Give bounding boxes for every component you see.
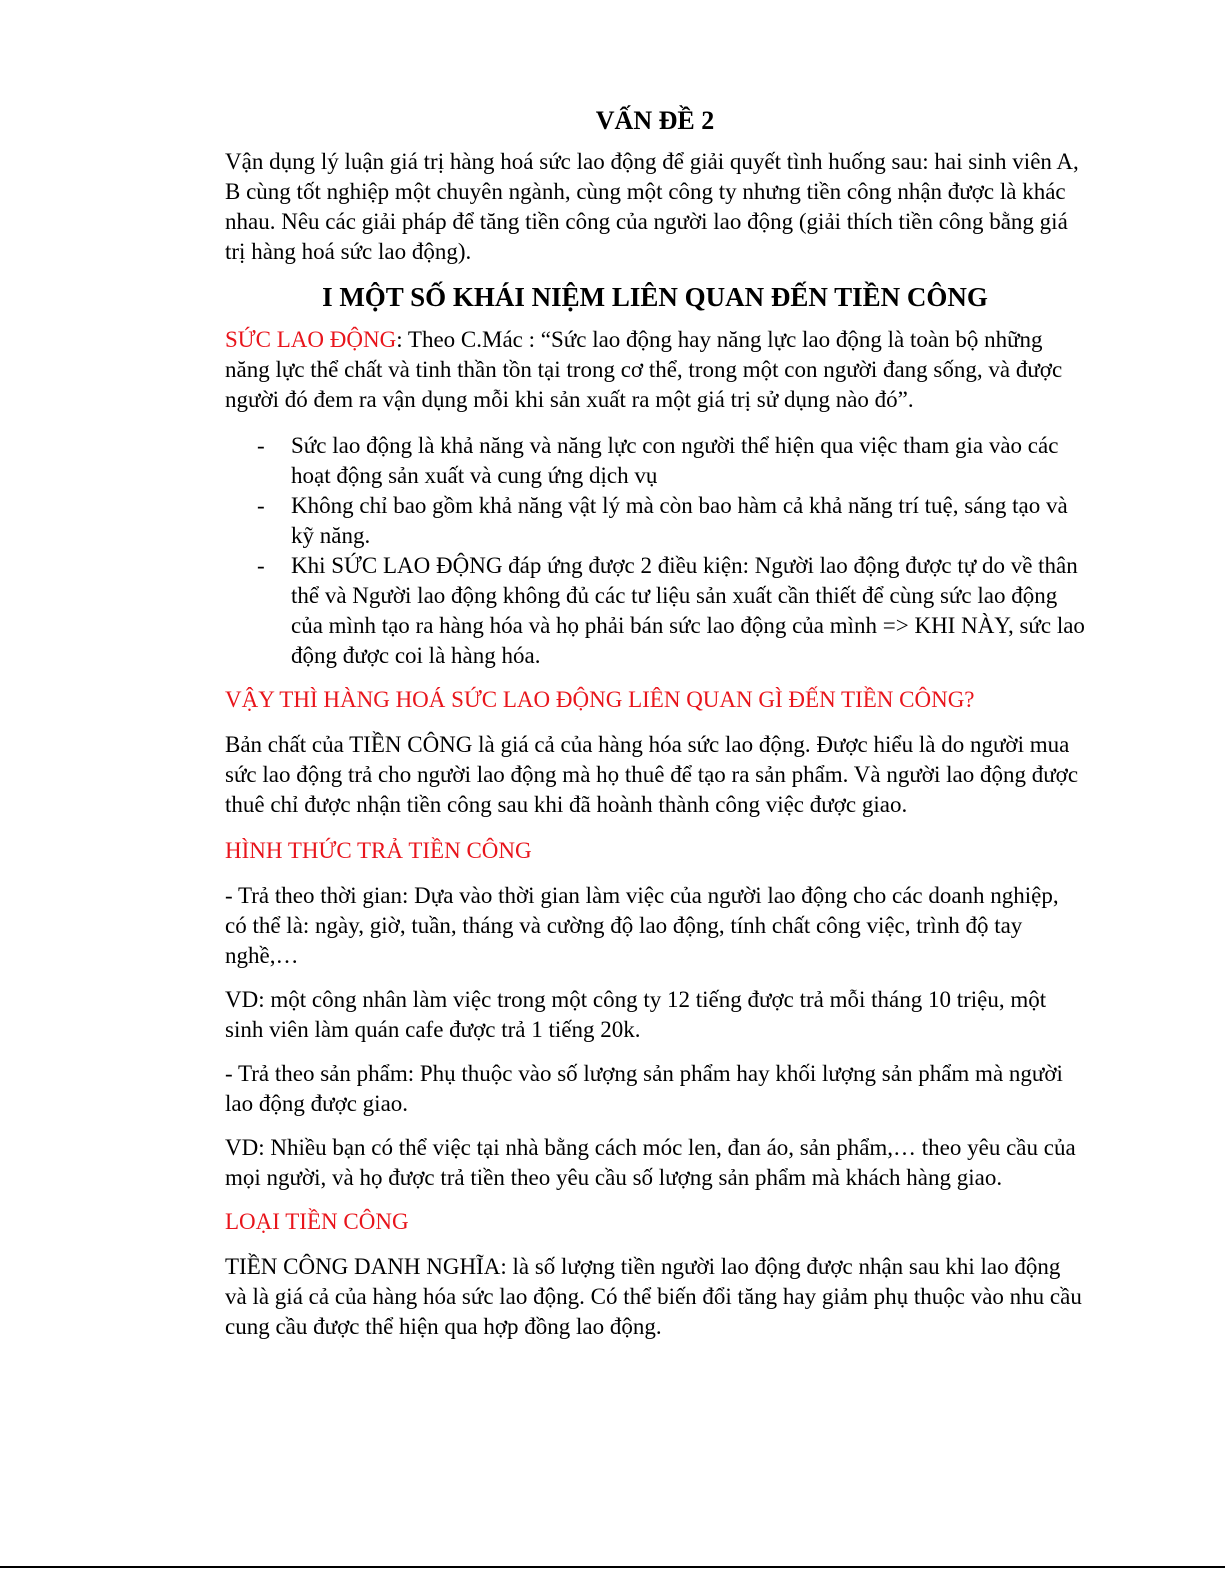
labor-label: SỨC LAO ĐỘNG bbox=[225, 327, 397, 352]
list-item-text: Không chỉ bao gồm khả năng vật lý mà còn bao hàm cả khả năng trí tuệ, sáng tạo và kỹ năng. bbox=[291, 493, 1068, 548]
list-item bbox=[225, 551, 1085, 671]
labor-text: : Theo C.Mác : “Sức lao động hay năng lực lao động là toàn bộ những năng lực thể chất và tinh thần tồn tại trong cơ thể, trong một con người đang sống, và được người đó đem ra vận dụng mỗi khi sản xuất ra một giá trị sử dụng nào đó”. bbox=[225, 327, 1063, 412]
types-heading: LOẠI TIỀN CÔNG bbox=[225, 1209, 409, 1234]
dash-marker: - bbox=[257, 553, 265, 578]
list-item bbox=[225, 431, 1085, 491]
list-item-text: Sức lao động là khả năng và năng lực con người thể hiện qua việc tham gia vào các hoạt động sản xuất và cung ứng dịch vụ bbox=[291, 433, 1059, 488]
section1-heading: I MỘT SỐ KHÁI NIỆM LIÊN QUAN ĐẾN TIỀN CÔNG bbox=[322, 282, 988, 312]
forms-time-example: VD: một công nhân làm việc trong một công ty 12 tiếng được trả mỗi tháng 10 triệu, một sinh viên làm quán cafe được trả 1 tiếng 20k. bbox=[225, 987, 1047, 1042]
labor-bullet-list bbox=[225, 431, 1085, 671]
types-paragraph: TIỀN CÔNG DANH NGHĨA: là số lượng tiền người lao động được nhận sau khi lao động và là giá cả của hàng hóa sức lao động. Có thể biến đổi tăng hay giảm phụ thuộc vào nhu cầu cung cầu được thể hiện qua hợp đồng lao động. bbox=[225, 1254, 1082, 1339]
list-item-text: Khi SỨC LAO ĐỘNG đáp ứng được 2 điều kiện: Người lao động được tự do về thân thể và Người lao động không đủ các tư liệu sản xuất cần thiết để cùng sức lao động của mình tạo ra hàng hóa và họ phải bán sức lao động của mình => KHI NÀY, sức lao động được coi là hàng hóa. bbox=[291, 553, 1085, 668]
question-heading: VẬY THÌ HÀNG HOÁ SỨC LAO ĐỘNG LIÊN QUAN GÌ ĐẾN TIỀN CÔNG? bbox=[225, 687, 975, 712]
labor-definition bbox=[225, 325, 1085, 415]
forms-heading: HÌNH THỨC TRẢ TIỀN CÔNG bbox=[225, 838, 532, 863]
question-paragraph: Bản chất của TIỀN CÔNG là giá cả của hàng hóa sức lao động. Được hiểu là do người mua sức lao động trả cho người lao động mà họ thuê để tạo ra sản phẩm. Và người lao động được thuê chỉ được nhận tiền công sau khi đã hoành thành công việc được giao. bbox=[225, 732, 1079, 817]
document-title: VẤN ĐỀ 2 bbox=[595, 106, 715, 135]
list-item bbox=[225, 491, 1085, 551]
page-bottom-border bbox=[0, 1566, 1225, 1568]
intro-paragraph: Vận dụng lý luận giá trị hàng hoá sức lao động để giải quyết tình huống sau: hai sinh viên A, B cùng tốt nghiệp một chuyên ngành, cùng một công ty nhưng tiền công nhận được là khác nhau. Nêu các giải pháp để tăng tiền công của người lao động (giải thích tiền công bằng giá trị hàng hoá sức lao động). bbox=[225, 149, 1079, 264]
forms-product-paragraph: - Trả theo sản phẩm: Phụ thuộc vào số lượng sản phẩm hay khối lượng sản phẩm mà người lao động được giao. bbox=[225, 1061, 1063, 1116]
document-page bbox=[225, 104, 1085, 1342]
forms-time-paragraph: - Trả theo thời gian: Dựa vào thời gian làm việc của người lao động cho các doanh nghiệp, có thể là: ngày, giờ, tuần, tháng và cường độ lao động, tính chất công việc, trình độ tay nghề,… bbox=[225, 883, 1059, 968]
dash-marker: - bbox=[257, 433, 265, 458]
forms-product-example: VD: Nhiều bạn có thể việc tại nhà bằng cách móc len, đan áo, sản phẩm,… theo yêu cầu của mọi người, và họ được trả tiền theo yêu cầu số lượng sản phẩm mà khách hàng giao. bbox=[225, 1135, 1076, 1190]
dash-marker: - bbox=[257, 493, 265, 518]
